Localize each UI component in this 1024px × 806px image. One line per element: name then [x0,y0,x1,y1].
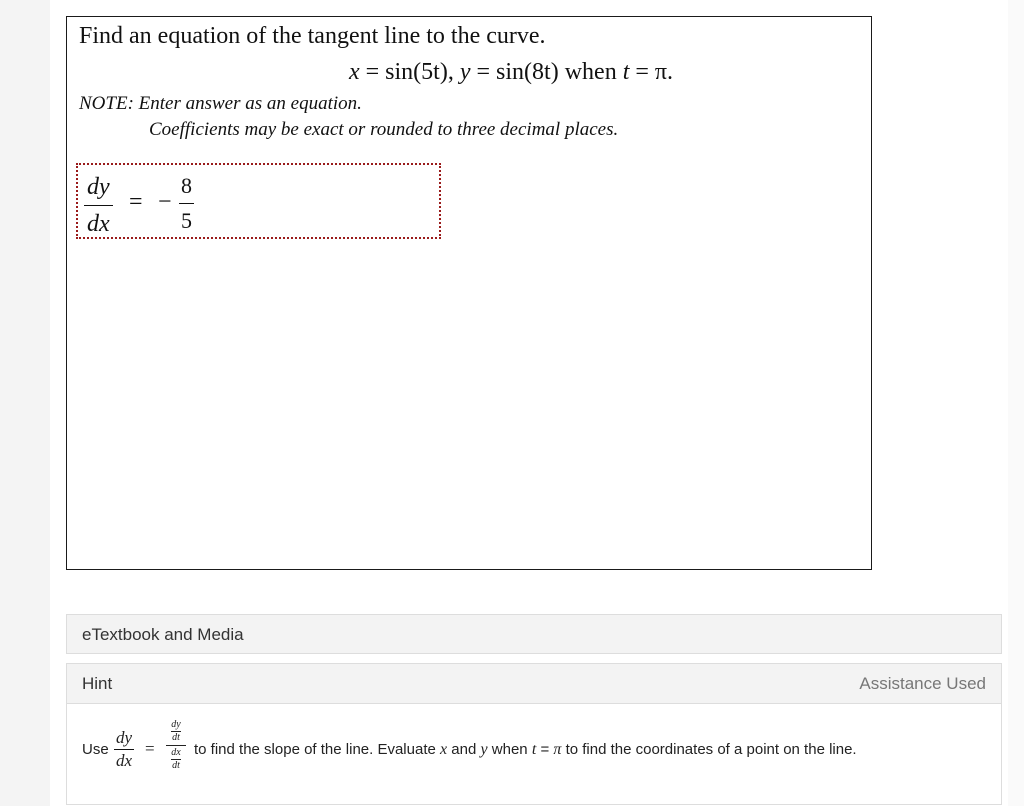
y-expression: sin(8t) [496,59,559,85]
hint-text-part1: to find the slope of the line. Evaluate [194,741,436,758]
hint-frac-denominator: dx [116,751,133,770]
hint-when-word: when [491,741,528,758]
hint-title: Hint [82,674,113,693]
hint-text-part2: to find the coordinates of a point on the line. [565,741,857,758]
answer-fraction [179,175,194,232]
hint-instruction [194,741,857,759]
hint-bot-num: dx [171,747,181,758]
assistance-used-label: Assistance Used [859,674,986,693]
hint-t-var: t [531,741,537,758]
hint-panel [66,663,1002,805]
t-variable: t [622,59,630,85]
hint-equals: = [145,739,155,758]
question-panel [66,16,872,570]
hint-body [67,704,1001,804]
question-equation: x = sin(5t), y = sin(8t) when t = π. [348,59,674,85]
hint-top-fraction [171,720,180,743]
derivative-numerator: dy [87,174,110,200]
hint-and-word: and [451,741,477,758]
hint-use-text: Use [82,741,109,758]
hint-x-var: x [440,741,448,758]
left-gutter [0,0,50,806]
equals-sign: = [129,189,143,215]
derivative-fraction [84,175,113,236]
minus-sign: − [158,189,172,215]
etextbook-media-button[interactable]: eTextbook and Media [66,614,1002,654]
x-expression: sin(5t) [385,59,448,85]
hint-eq-sign: = [540,741,550,758]
fraction-bar [166,745,186,746]
question-title: Find an equation of the tangent line to the curve. [79,23,546,49]
answer-numerator: 8 [181,173,192,198]
note-line-1: NOTE: Enter answer as an equation. [79,93,362,114]
hint-bottom-fraction [171,748,180,771]
y-variable: y [459,59,471,85]
answer-input[interactable] [76,163,441,239]
hint-derivative-fraction [114,729,134,769]
hint-top-den: dt [172,732,180,743]
answer-denominator: 5 [181,208,192,233]
hint-header[interactable] [67,664,1001,704]
x-variable: x [348,59,360,85]
when-word: when [564,59,617,85]
derivative-denominator: dx [87,211,110,237]
t-value: π. [654,59,674,85]
hint-top-num: dy [171,719,181,730]
hint-bot-den: dt [172,760,180,771]
right-gutter [1008,0,1024,806]
note-line-2: Coefficients may be exact or rounded to three decimal places. [149,119,619,140]
hint-y-var: y [480,741,488,758]
hint-chain-rule-fraction [166,720,186,771]
hint-frac-numerator: dy [116,728,133,747]
hint-pi: π [553,741,562,758]
